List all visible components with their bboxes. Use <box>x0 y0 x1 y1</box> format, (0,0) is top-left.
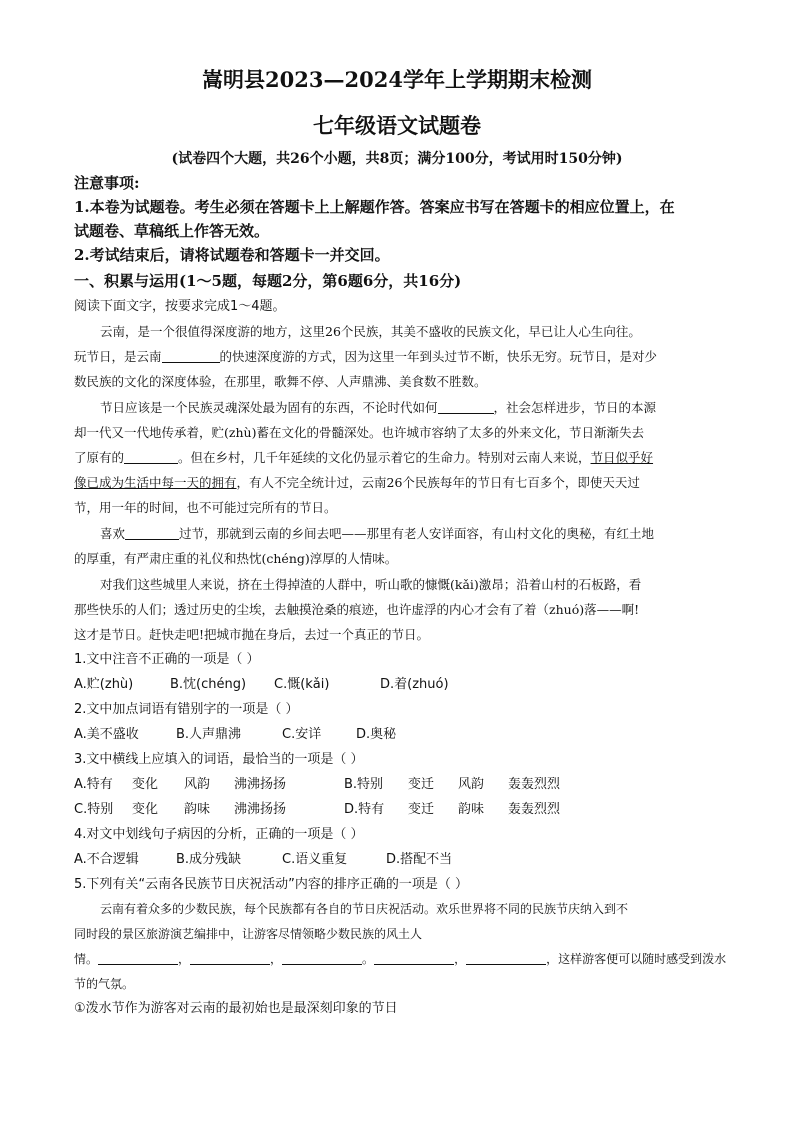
option-b[interactable]: B.成分残缺 <box>176 852 242 867</box>
passage-p2-line-5: 节，用一年的时间，也不可能过完所有的节日。 <box>74 500 337 515</box>
exam-title: 嵩明县2023—2024学年上学期期末检测 <box>202 67 592 92</box>
passage-p4-line-1: 对我们这些城里人来说，挤在土得掉渣的人群中，听山歌的慷慨(kǎi)激昂；沿着山村的石板路，看 <box>100 577 642 592</box>
option-b[interactable]: B.忱(chéng) <box>170 677 247 692</box>
section-1-instruction: 阅读下面文字，按要求完成1～4题。 <box>74 299 286 314</box>
text-segment: ， <box>454 952 467 966</box>
notice-heading: 注意事项: <box>74 174 140 192</box>
option-a[interactable]: A.贮(zhù) <box>74 677 134 692</box>
text-segment: 情。 <box>74 952 99 966</box>
question-3: 3.文中横线上应填入的词语，最恰当的一项是（ ） <box>74 752 364 767</box>
passage-p1-line-3: 数民族的文化的深度体验，在那里，歌舞不停、人声鼎沸、美食数不胜数。 <box>74 374 487 389</box>
blank-line <box>190 950 270 965</box>
text-segment: ， <box>178 952 191 966</box>
option-word: 风韵 <box>184 777 211 792</box>
option-word: 风韵 <box>458 777 485 792</box>
option-word: 变迁 <box>408 777 435 792</box>
passage-p2-line-4 <box>74 474 640 492</box>
question-5-passage-line-3 <box>74 950 726 968</box>
text-segment: ， <box>270 952 283 966</box>
blank-line <box>282 950 362 965</box>
exam-subtitle: 七年级语文试题卷 <box>313 113 481 138</box>
notice-item-2: 2.考试结束后，请将试题卷和答题卡一并交回。 <box>74 246 390 264</box>
option-b[interactable]: B.人声鼎沸 <box>176 727 242 742</box>
text-segment: 玩节日，是云南 <box>74 349 162 364</box>
blank-line <box>124 449 178 464</box>
blank-line <box>98 950 178 965</box>
option-c[interactable]: C.特别 <box>74 802 114 817</box>
passage-p4-line-3: 这才是节日。赶快走吧!把城市抛在身后，去过一个真正的节日。 <box>74 627 430 642</box>
option-c[interactable]: C.慨(kǎi) <box>274 677 330 692</box>
text-segment: 了原有的 <box>74 450 125 465</box>
text-segment: 喜欢 <box>100 526 126 541</box>
passage-p2-line-1 <box>100 399 656 417</box>
option-d[interactable]: D.特有 <box>344 802 385 817</box>
option-word: 轰轰烈烈 <box>508 802 561 817</box>
blank-line <box>438 399 494 414</box>
notice-item-1-line-1: 1.本卷为试题卷。考生必须在答题卡上上解题作答。答案应书写在答题卡的相应位置上，在 <box>74 198 675 216</box>
text-segment: ，这样游客便可以随时感受到泼水 <box>546 952 727 966</box>
question-1: 1.文中注音不正确的一项是（ ） <box>74 652 260 667</box>
question-2: 2.文中加点词语有错别字的一项是（ ） <box>74 702 299 717</box>
option-b[interactable]: B.特别 <box>344 777 384 792</box>
blank-line <box>374 950 454 965</box>
underlined-sentence: 像已成为生活中每一天的拥有 <box>74 475 237 490</box>
option-a[interactable]: A.美不盛收 <box>74 727 139 742</box>
text-segment: 节日应该是一个民族灵魂深处最为固有的东西，不论时代如何 <box>100 400 438 415</box>
question-5-passage-line-1: 云南有着众多的少数民族，每个民族都有各自的节日庆祝活动。欢乐世界将不同的民族节庆纳入到不 <box>100 902 629 916</box>
option-d[interactable]: D.着(zhuó) <box>380 677 449 692</box>
option-d[interactable]: D.搭配不当 <box>386 852 453 867</box>
passage-p3-line-2: 的厚重，有严肃庄重的礼仪和热忱(chéng)淳厚的人情味。 <box>74 551 398 566</box>
option-a[interactable]: A.特有 <box>74 777 113 792</box>
exam-info: (试卷四个大题，共26个小题，共8页；满分100分，考试用时150分钟) <box>171 151 623 167</box>
text-segment: 。但在乡村，几千年延续的文化仍显示着它的生命力。特别对云南人来说， <box>178 450 591 465</box>
passage-p2-line-2: 却一代又一代地传承着，贮(zhù)蓄在文化的骨髓深处。也许城市容纳了太多的外来文化，节日渐渐失去 <box>74 425 644 440</box>
blank-line <box>162 348 220 363</box>
option-word: 沸沸扬扬 <box>234 802 287 817</box>
option-word: 变化 <box>132 777 159 792</box>
option-word: 韵味 <box>184 802 211 817</box>
passage-p1-line-2 <box>74 348 657 366</box>
text-segment: 。 <box>362 952 375 966</box>
option-word: 韵味 <box>458 802 485 817</box>
text-segment: ，有人不完全统计过，云南26个民族每年的节日有七百多个，即使天天过 <box>236 475 640 490</box>
option-a[interactable]: A.不合逻辑 <box>74 852 139 867</box>
text-segment: 过节，那就到云南的乡间去吧——那里有老人安详面容，有山村文化的奥秘，有红土地 <box>179 526 655 541</box>
question-5-passage-line-4: 节的气氛。 <box>74 977 135 991</box>
passage-p2-line-3 <box>74 449 653 467</box>
underlined-sentence: 节日似乎好 <box>590 450 654 465</box>
option-c[interactable]: C.语义重复 <box>282 852 348 867</box>
passage-p4-line-2: 那些快乐的人们；透过历史的尘埃，去触摸沧桑的痕迹，也许虚浮的内心才会有了着（zhuó)落——啊! <box>74 602 640 617</box>
text-segment: ，社会怎样进步，节日的本源 <box>493 400 657 415</box>
option-word: 变迁 <box>408 802 435 817</box>
text-segment: 的快速深度游的方式，因为这里一年到头过节不断，快乐无穷。玩节日，是对少 <box>219 349 658 364</box>
option-word: 沸沸扬扬 <box>234 777 287 792</box>
option-d[interactable]: D.奥秘 <box>356 727 397 742</box>
question-5: 5.下列有关“云南各民族节日庆祝活动”内容的排序正确的一项是（ ） <box>74 877 469 892</box>
passage-p1-line-1: 云南，是一个很值得深度游的地方，这里26个民族，其美不盛收的民族文化，早已让人心生向往。 <box>100 324 641 339</box>
notice-item-1-line-2: 试题卷、草稿纸上作答无效。 <box>74 222 270 240</box>
passage-p3-line-1 <box>100 525 654 543</box>
option-word: 轰轰烈烈 <box>508 777 561 792</box>
question-5-item-1: ①泼水节作为游客对云南的最初始也是最深刻印象的节日 <box>74 1001 398 1016</box>
option-c[interactable]: C.安详 <box>282 727 322 742</box>
blank-line <box>466 950 546 965</box>
question-5-passage-line-2: 同时段的景区旅游演艺编排中，让游客尽情领略少数民族的风土人 <box>74 927 423 941</box>
question-4: 4.对文中划线句子病因的分析，正确的一项是（ ） <box>74 827 364 842</box>
blank-line <box>125 525 179 540</box>
option-word: 变化 <box>132 802 159 817</box>
section-1-heading: 一、积累与运用(1～5题，每题2分，第6题6分，共16分) <box>74 272 462 290</box>
